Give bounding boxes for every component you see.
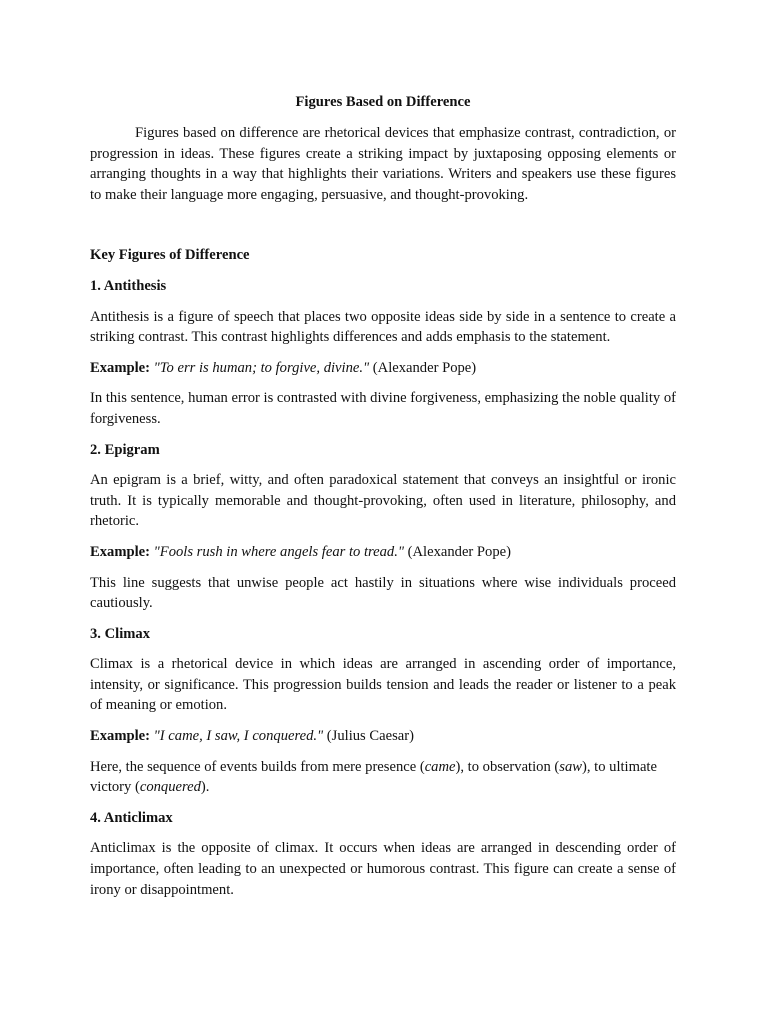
emphasis-word: saw <box>559 758 582 775</box>
explanation-text: ), to observation ( <box>455 758 560 775</box>
antithesis-example <box>90 358 676 379</box>
example-quote: "Fools rush in where angels fear to tread." <box>153 543 404 560</box>
example-source: (Alexander Pope) <box>369 359 477 376</box>
section-heading-epigram: 2. Epigram <box>90 441 160 458</box>
document-page <box>90 92 676 900</box>
example-quote: "I came, I saw, I conquered." <box>153 728 324 745</box>
climax-explanation <box>90 757 676 798</box>
epigram-definition: An epigram is a brief, witty, and often paradoxical statement that conveys an insightful or ironic truth. It is typically memorable and thought-provoking, often used in literature, philosophy, and rhetoric. <box>90 472 676 530</box>
antithesis-definition: Antithesis is a figure of speech that places two opposite ideas side by side in a sentence to create a striking contrast. This contrast highlights differences and adds emphasis to the statement. <box>90 308 676 346</box>
emphasis-word: conquered <box>139 779 201 796</box>
key-figures-heading: Key Figures of Difference <box>90 247 250 264</box>
section-heading-climax: 3. Climax <box>90 625 150 642</box>
section-heading-anticlimax: 4. Anticlimax <box>90 809 173 826</box>
intro-paragraph: Figures based on difference are rhetorical devices that emphasize contrast, contradiction, or progression in ideas. These figures create a striking impact by juxtaposing opposing elements or arranging thoughts in a way that highlights their variations. Writers and speakers use these figures to make their language more engaging, persuasive, and thought-provoking. <box>90 125 676 203</box>
epigram-explanation: This line suggests that unwise people act hastily in situations where wise individuals proceed cautiously. <box>90 574 676 612</box>
emphasis-word: came <box>424 758 456 775</box>
epigram-example <box>90 542 676 563</box>
example-source: (Julius Caesar) <box>323 728 414 745</box>
antithesis-explanation: In this sentence, human error is contrasted with divine forgiveness, emphasizing the noble quality of forgiveness. <box>90 390 676 427</box>
example-label: Example: <box>90 728 150 745</box>
document-title: Figures Based on Difference <box>295 94 471 110</box>
climax-definition: Climax is a rhetorical device in which ideas are arranged in ascending order of importance, intensity, or significance. This progression builds tension and leads the reader or listener to a peak of meaning or emotion. <box>90 656 676 714</box>
example-label: Example: <box>90 359 150 376</box>
anticlimax-definition: Anticlimax is the opposite of climax. It occurs when ideas are arranged in descending order of importance, often leading to an unexpected or humorous contrast. This figure can create a sense of irony or disappointment. <box>90 840 676 898</box>
explanation-text: Here, the sequence of events builds from mere presence ( <box>90 758 425 775</box>
example-quote: "To err is human; to forgive, divine." <box>153 359 370 376</box>
example-source: (Alexander Pope) <box>404 543 511 560</box>
explanation-text: ), to ultimate victory ( <box>90 758 657 796</box>
explanation-text: ). <box>200 779 210 796</box>
section-heading-antithesis: 1. Antithesis <box>90 277 167 294</box>
climax-example <box>90 726 676 747</box>
example-label: Example: <box>90 543 150 560</box>
